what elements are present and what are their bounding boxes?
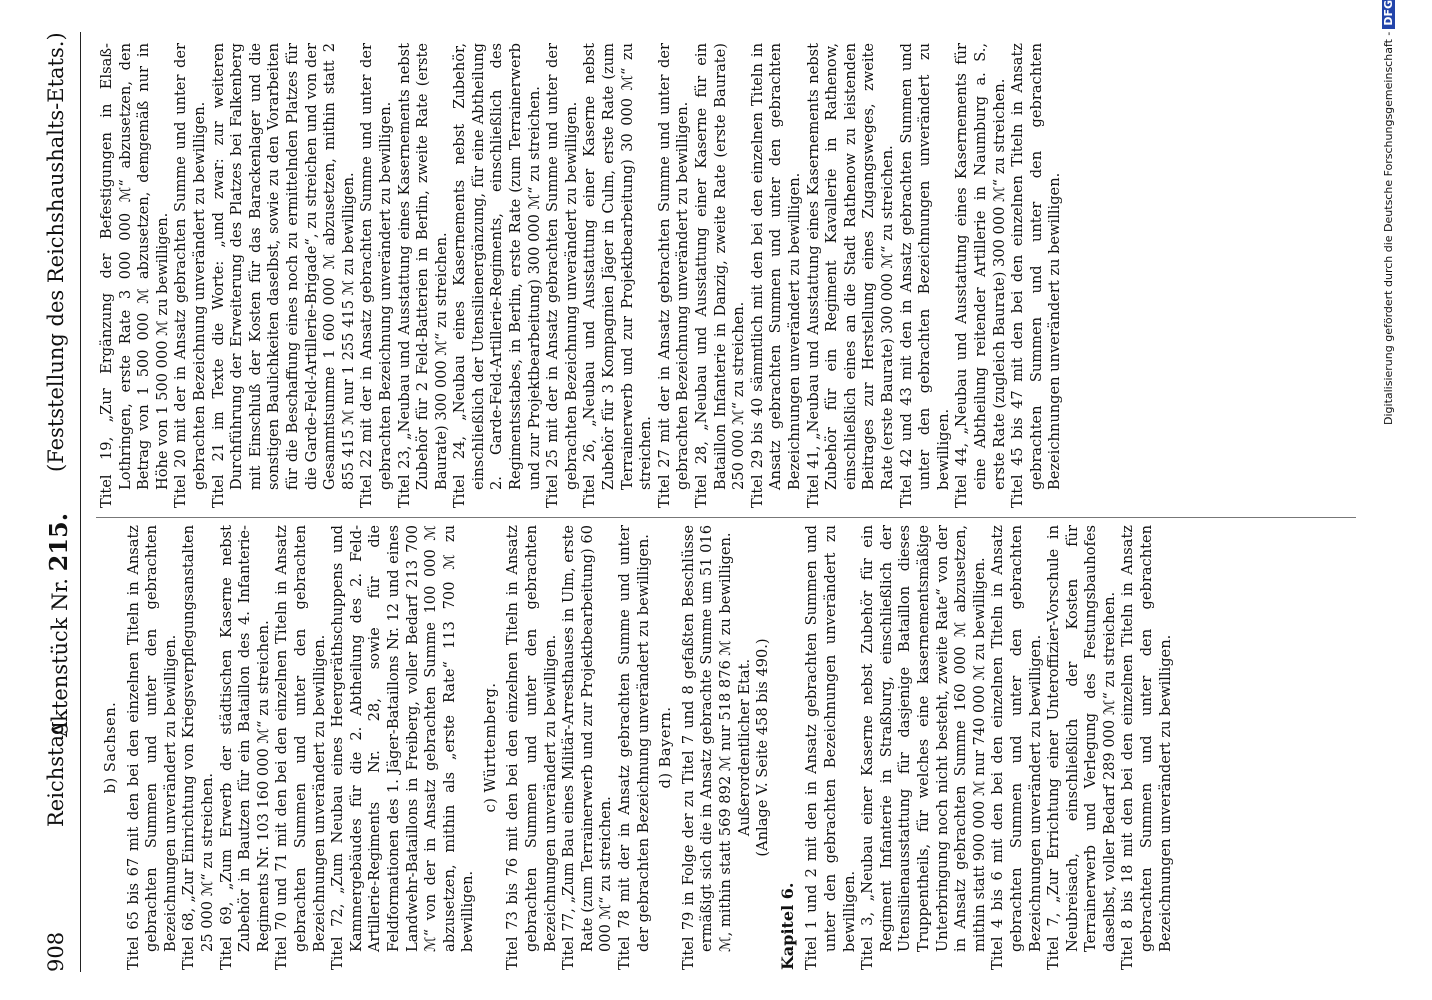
paragraph: Titel 21 im Texte die Worte: „und zwar: zur weiteren Durchführung der Erweiterung des Platzes bei Falkenberg mit Einschluß der Kosten für das Barackenlager und die sonstigen Baulichkeiten daselbst, sowie zu den Vorarbeiten für die Beschaffung eines noch zu ermittelnden Platzes für die Garde-Feld-Artillerie-Brigade“, zu streichen und von der Gesammtsumme 1 600 000 ℳ abzusetzen, mithin statt 2 855 415 ℳ nur 1 255 415 ℳ zu bewilligen. — [209, 43, 357, 508]
paragraph: Titel 42 und 43 mit den in Ansatz gebrachten Summen und unter den gebrachten Bezeichnungen unverändert zu bewilligen. — [897, 43, 952, 508]
paragraph: Titel 19, „Zur Ergänzung der Befestigungen in Elsaß-Lothringen, erste Rate 3 000 000 ℳ“ abzusetzen, den Betrag von 1 500 000 ℳ abzusetzen, demgemäß nur in Höhe von 1 500 000 ℳ zu bewilligen. — [98, 43, 171, 508]
paragraph: Titel 8 bis 18 mit den bei den einzelnen Titeln in Ansatz gebrachten Summen und unter den gebrachten Bezeichnungen unverändert zu bewilligen. — [1119, 525, 1174, 970]
publisher: Reichstag. — [44, 714, 68, 827]
right-column — [98, 43, 1065, 508]
paragraph: Titel 70 und 71 mit den bei den einzelnen Titeln in Ansatz gebrachten Summen und unter den gebrachten Bezeichnungen unverändert zu bewilligen. — [273, 525, 328, 970]
paragraph: Titel 27 mit der in Ansatz gebrachten Summe und unter der gebrachten Bezeichnung unverändert zu bewilligen. — [655, 43, 692, 508]
paragraph: Titel 79 in Folge der zu Titel 7 und 8 gefaßten Beschlüsse ermäßigt sich die in Ansatz gebrachte Summe um 51 016 ℳ, mithin statt 569 892 ℳ nur 518 876 ℳ zu bewilligen. — [679, 525, 734, 970]
page-number: 908 — [44, 931, 68, 972]
section-heading: b) Sachsen. — [102, 701, 119, 794]
paragraph: Titel 44, „Neubau und Ausstattung eines Kasernements für eine Abtheilung reitender Artillerie in Naumburg a. S., erste Rate (zugleich Baurate) 300 000 ℳ“ zu streichen. — [953, 43, 1008, 508]
digitization-footer — [1368, 0, 1408, 1000]
paragraph: Titel 45 bis 47 mit den bei den einzelnen Titeln in Ansatz gebrachten Summen und unter den gebrachten Bezeichnungen unverändert zu bewilligen. — [1009, 43, 1064, 508]
paragraph: Titel 20 mit der in Ansatz gebrachten Summe und unter der gebrachten Bezeichnung unverändert zu bewilligen. — [172, 43, 208, 508]
left-column — [98, 525, 1175, 970]
paragraph: Titel 29 bis 40 sämmtlich mit den bei den einzelnen Titeln in Ansatz gebrachten Summen und unter den gebrachten Bezeichnungen unverändert zu bewilligen. — [748, 43, 803, 508]
digitization-text: Digitalisierung gefördert durch die Deutsche Forschungsgemeinschaft - — [1382, 31, 1395, 425]
paragraph: Titel 69, „Zum Erwerb der städtischen Kaserne nebst Zubehör in Bautzen für ein Bataillon des 4. Infanterie-Regiments Nr. 103 160 000 ℳ“ zu streichen. — [217, 525, 272, 970]
paragraph: Titel 24, „Neubau eines Kasernements nebst Zubehör, einschließlich der Utensilienergänzung, für eine Abtheilung 2. Garde-Feld-Artillerie-Regiments, einschließlich des Regimentsstabes, in Berlin, erste Rate (zum Terrainerwerb und zur Projektbearbeitung) 300 000 ℳ“ zu streichen. — [451, 43, 543, 508]
paragraph: Titel 22 mit der in Ansatz gebrachten Summe und unter der gebrachten Bezeichnung unverändert zu bewilligen. — [358, 43, 394, 508]
doc-number: 215. — [44, 512, 73, 572]
paragraph: Titel 25 mit der in Ansatz gebrachten Summe und unter der gebrachten Bezeichnung unverändert zu bewilligen. — [544, 43, 580, 508]
paragraph: Titel 78 mit der in Ansatz gebrachten Summe und unter der gebrachten Bezeichnung unverändert zu bewilligen. — [616, 525, 652, 970]
doc-label-text: Aktenstück Nr. — [48, 578, 72, 737]
section-heading: c) Württemberg. — [481, 682, 499, 813]
digitization-note — [1382, 0, 1395, 425]
page-header — [34, 32, 81, 972]
paragraph: Titel 41, „Neubau und Ausstattung eines Kasernements nebst Zubehör für ein Regiment Kavallerie in Rathenow, einschließlich eines an die Stadt Rathenow zu leistenden Beitrages zur Herstellung eines Zugangsweges, zweite Rate (erste Baurate) 300 000 ℳ“ zu streichen. — [804, 43, 896, 508]
paragraph: Titel 77, „Zum Bau eines Militär-Arresthauses in Ulm, erste Rate (zum Terrainerwerb und zur Projektbearbeitung) 60 000 ℳ“ zu streichen. — [560, 525, 615, 970]
paragraph: Titel 28, „Neubau und Ausstattung einer Kaserne für ein Bataillon Infanterie in Danzig, zweite Rate (erste Baurate) 250 000 ℳ“ zu streichen. — [693, 43, 748, 508]
paragraph: Titel 26, „Neubau und Ausstattung einer Kaserne nebst Zubehör für 3 Kompagnien Jäger in Culm, erste Rate (zum Terrainerwerb und zur Projektbearbeitung) 30 000 ℳ“ zu streichen. — [581, 43, 655, 508]
document-title: (Feststellung des Reichshaushalts-Etats.) — [44, 32, 68, 472]
paragraph: Titel 7, „Zur Errichtung einer Unteroffizier-Vorschule in Neubreisach, einschließlich der Kosten für Terrainerwerb und Verlegung des Festungsbauhofes daselbst, voller Bedarf 289 000 ℳ“ zu streichen. — [1045, 525, 1118, 970]
paragraph: Titel 3, „Neubau einer Kaserne nebst Zubehör für ein Regiment Infanterie in Straßburg, einschließlich der Utensilienausstattung für dasjenige Bataillon dieses Truppentheils, für welches eine kasernementsmäßige Unterbringung noch nicht besteht, zweite Rate“ von der in Ansatz gebrachten Summe 160 000 ℳ abzusetzen, mithin statt 900 000 ℳ nur 740 000 ℳ zu bewilligen. — [859, 525, 988, 970]
chapter-heading: Kapitel 6. — [777, 882, 797, 970]
paragraph: Titel 1 und 2 mit den in Ansatz gebrachten Summen und unter den gebrachten Bezeichnungen unverändert zu bewilligen. — [803, 525, 858, 970]
paragraph: Titel 73 bis 76 mit den bei den einzelnen Titeln in Ansatz gebrachten Summen und unter den gebrachten Bezeichnungen unverändert zu bewilligen. — [504, 525, 559, 970]
paragraph: Titel 68, „Zur Einrichtung von Kriegsverpflegungsanstalten 25 000 ℳ“ zu streichen. — [180, 525, 216, 970]
paragraph: Titel 65 bis 67 mit den bei den einzelnen Titeln in Ansatz gebrachten Summen und unter den gebrachten Bezeichnungen unverändert zu bewilligen. — [124, 525, 179, 970]
paragraph: Titel 4 bis 6 mit den bei den einzelnen Titeln in Ansatz gebrachten Summen und unter den gebrachten Bezeichnungen unverändert zu bewilligen. — [989, 525, 1044, 970]
document-label — [44, 513, 73, 737]
column-divider — [96, 517, 1356, 518]
centered-line: Außerordentlicher Etat. — [735, 658, 753, 837]
paragraph: Titel 23, „Neubau und Ausstattung eines Kasernements nebst Zubehör für 2 Feld-Batterien in Berlin, zweite Rate (erste Baurate) 300 000 ℳ“ zu streichen. — [395, 43, 450, 508]
centered-line: (Anlage V. Seite 458 bis 490.) — [754, 638, 772, 857]
section-heading: d) Bayern. — [657, 706, 675, 789]
dfg-logo: DFG — [1382, 0, 1395, 29]
paragraph: Titel 72, „Zum Neubau eines Heergeräthschuppens und Kammergebäudes für die 2. Abtheilung des 2. Feld-Artillerie-Regiments Nr. 28, sowie für die Feldformationen des 1. Jäger-Bataillons Nr. 12 und eines Landwehr-Bataillons in Freiberg, voller Bedarf 213 700 ℳ“ von der in Ansatz gebrachten Summe 100 000 ℳ abzusetzen, mithin als „erste Rate“ 113 700 ℳ zu bewilligen. — [329, 525, 477, 970]
